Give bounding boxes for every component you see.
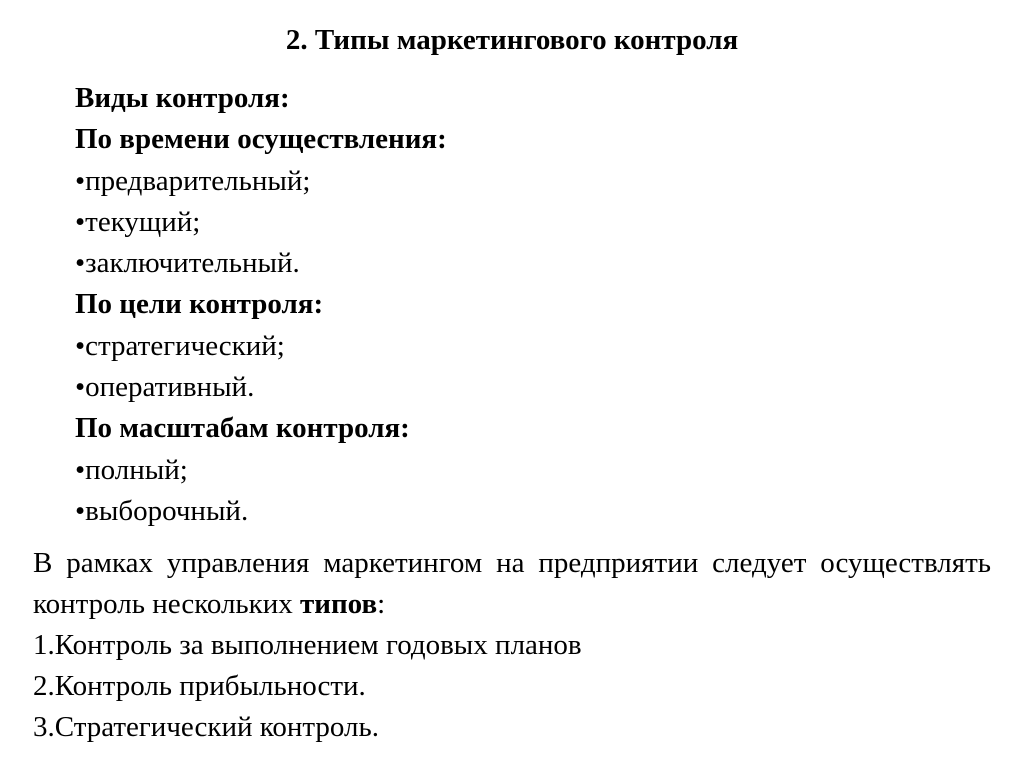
numbered-item: 2.Контроль прибыльности. [33,670,366,702]
list-item: •предварительный; [75,164,311,197]
list-item: •оперативный. [75,371,255,404]
control-types-heading: Виды контроля: [75,82,290,114]
group-heading-time: По времени осуществления: [75,123,447,156]
paragraph-intro-end: : [377,588,386,620]
group-heading-goal: По цели контроля: [75,288,324,321]
list-item: •текущий; [75,205,201,238]
control-types-list [75,78,975,532]
paragraph-intro-text: В рамках управления маркетингом на предприятии следует осуществлять контроль нескольких [33,547,991,620]
list-item: •стратегический; [75,329,285,362]
paragraph-intro-bold: типов [300,588,378,620]
paragraph-intro [33,543,991,625]
page-title: 2. Типы маркетингового контроля [285,24,739,56]
numbered-item: 3.Стратегический контроль. [33,711,379,743]
group-heading-scale: По масштабам контроля: [75,412,410,445]
body-paragraph [33,543,991,748]
list-item: •заключительный. [75,247,300,280]
numbered-item: 1.Контроль за выполнением годовых планов [33,629,582,661]
list-item: •полный; [75,453,188,486]
list-item: •выборочный. [75,494,249,527]
